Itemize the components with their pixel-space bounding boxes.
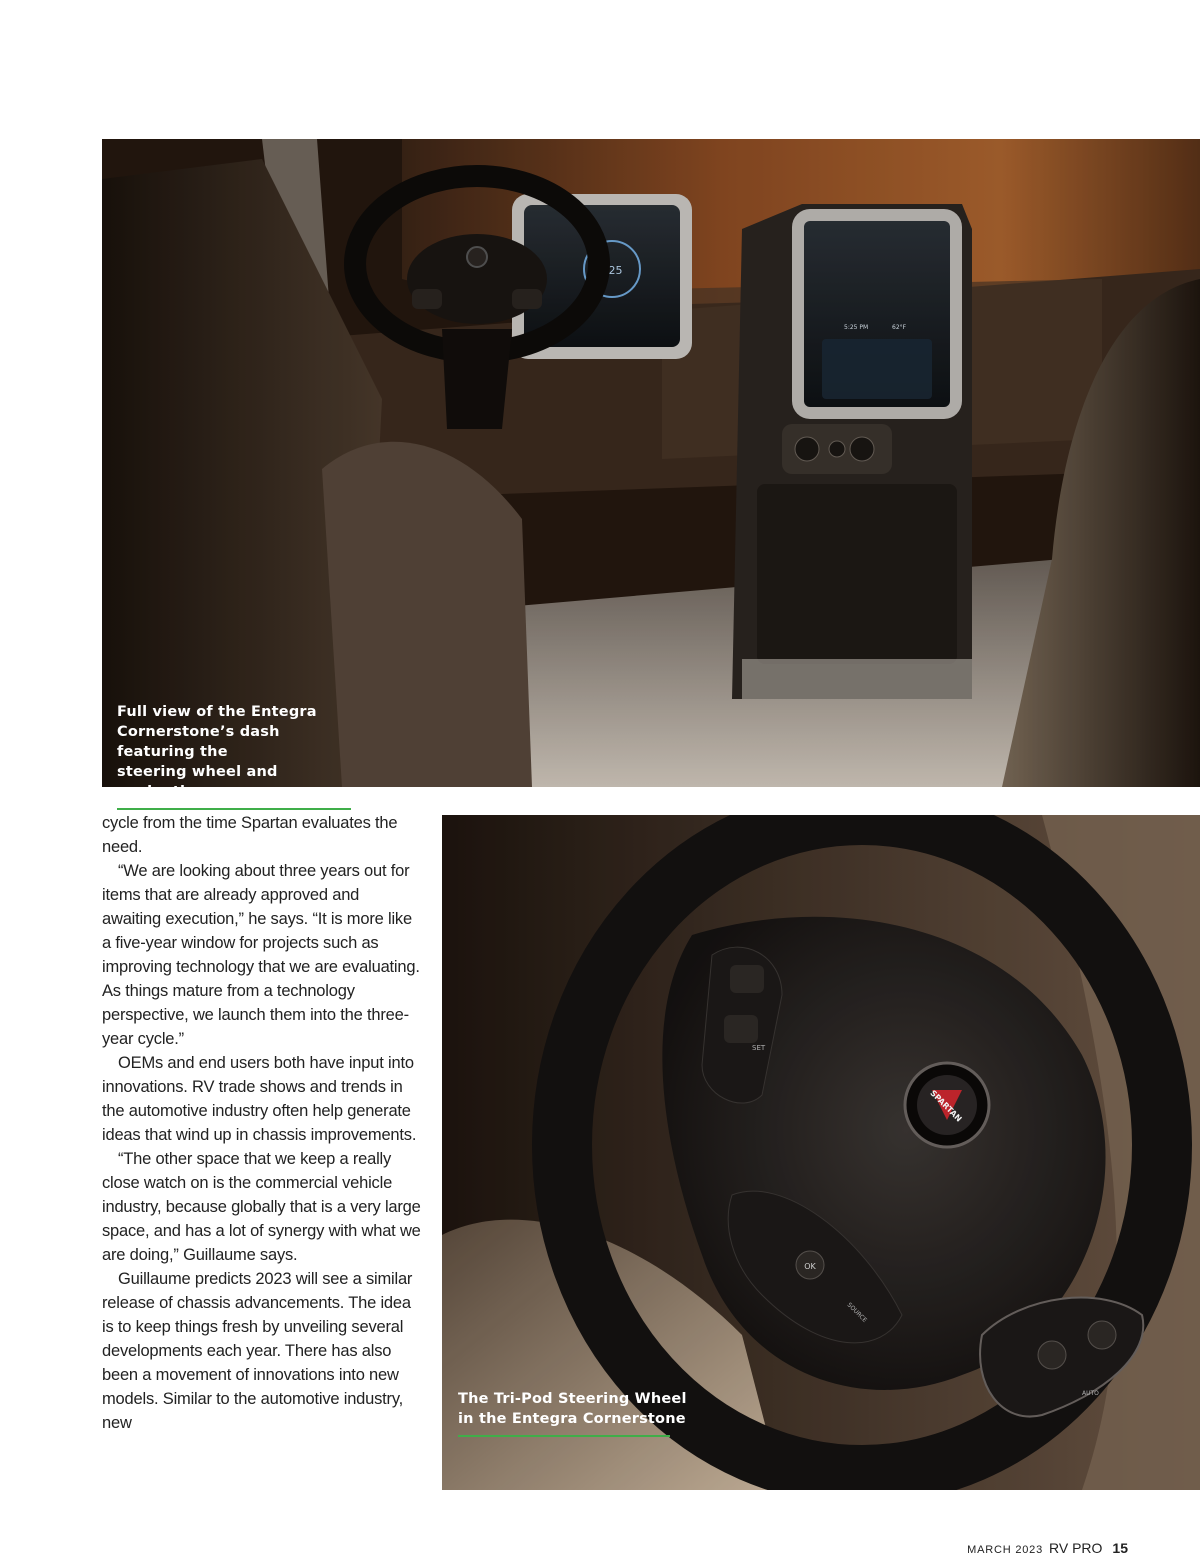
article-paragraph: “The other space that we keep a really close watch on is the commercial vehicle industry, because globally that is a very large space, and has a lot of synergy with what we are doing,” Guillaume says.: [102, 1150, 421, 1264]
caption-line: steering wheel and navigation: [117, 764, 278, 800]
article-paragraph: “We are looking about three years out for items that are already approved and awaiting execution,” he says. “It is more like a five-year window for projects such as improving technology that we are evaluating. As things mature from a technology perspective, we launch them into the three-year cycle.”: [102, 862, 420, 1048]
caption-line: Full view of the Entegra: [117, 704, 317, 720]
caption-rule: [458, 1435, 670, 1437]
caption-steering-wheel: [458, 1389, 708, 1437]
folio-month: MARCH 2023: [967, 1544, 1043, 1556]
article-paragraph: cycle from the time Spartan evaluates the need.: [102, 814, 398, 856]
dash-time-readout: 5:25 PM: [844, 324, 869, 331]
auto-button-label: AUTO: [1082, 1390, 1099, 1397]
ok-button-label: OK: [804, 1262, 816, 1271]
source-button-label: SOURCE: [845, 1301, 869, 1324]
caption-line: in the Entegra Cornerstone: [458, 1411, 686, 1427]
article-body: [102, 811, 422, 1435]
photo-dashboard: [102, 139, 1200, 787]
article-paragraph: Guillaume predicts 2023 will see a similar release of chassis advancements. The idea is to keep things fresh by unveiling several developments each year. There has also been a movement of innovations into new models. Similar to the automotive industry, new: [102, 1270, 413, 1432]
caption-rule: [117, 808, 351, 810]
set-button-label: SET: [752, 1044, 766, 1052]
article-paragraph: OEMs and end users both have input into innovations. RV trade shows and trends in the automotive industry often help generate ideas that wind up in chassis improvements.: [102, 1054, 417, 1144]
dash-speed-readout: 725: [601, 264, 623, 277]
dash-temp-readout: 62°F: [892, 324, 907, 331]
folio-magazine: RV PRO: [1048, 1540, 1103, 1556]
spartan-emblem-text: SPARTAN: [928, 1088, 964, 1124]
page-number: 15: [1112, 1540, 1128, 1556]
page-folio: [967, 1540, 1128, 1556]
caption-line: The Tri-Pod Steering Wheel: [458, 1391, 687, 1407]
caption-line: Cornerstone’s dash featuring the: [117, 724, 280, 760]
caption-dashboard: [117, 702, 357, 810]
